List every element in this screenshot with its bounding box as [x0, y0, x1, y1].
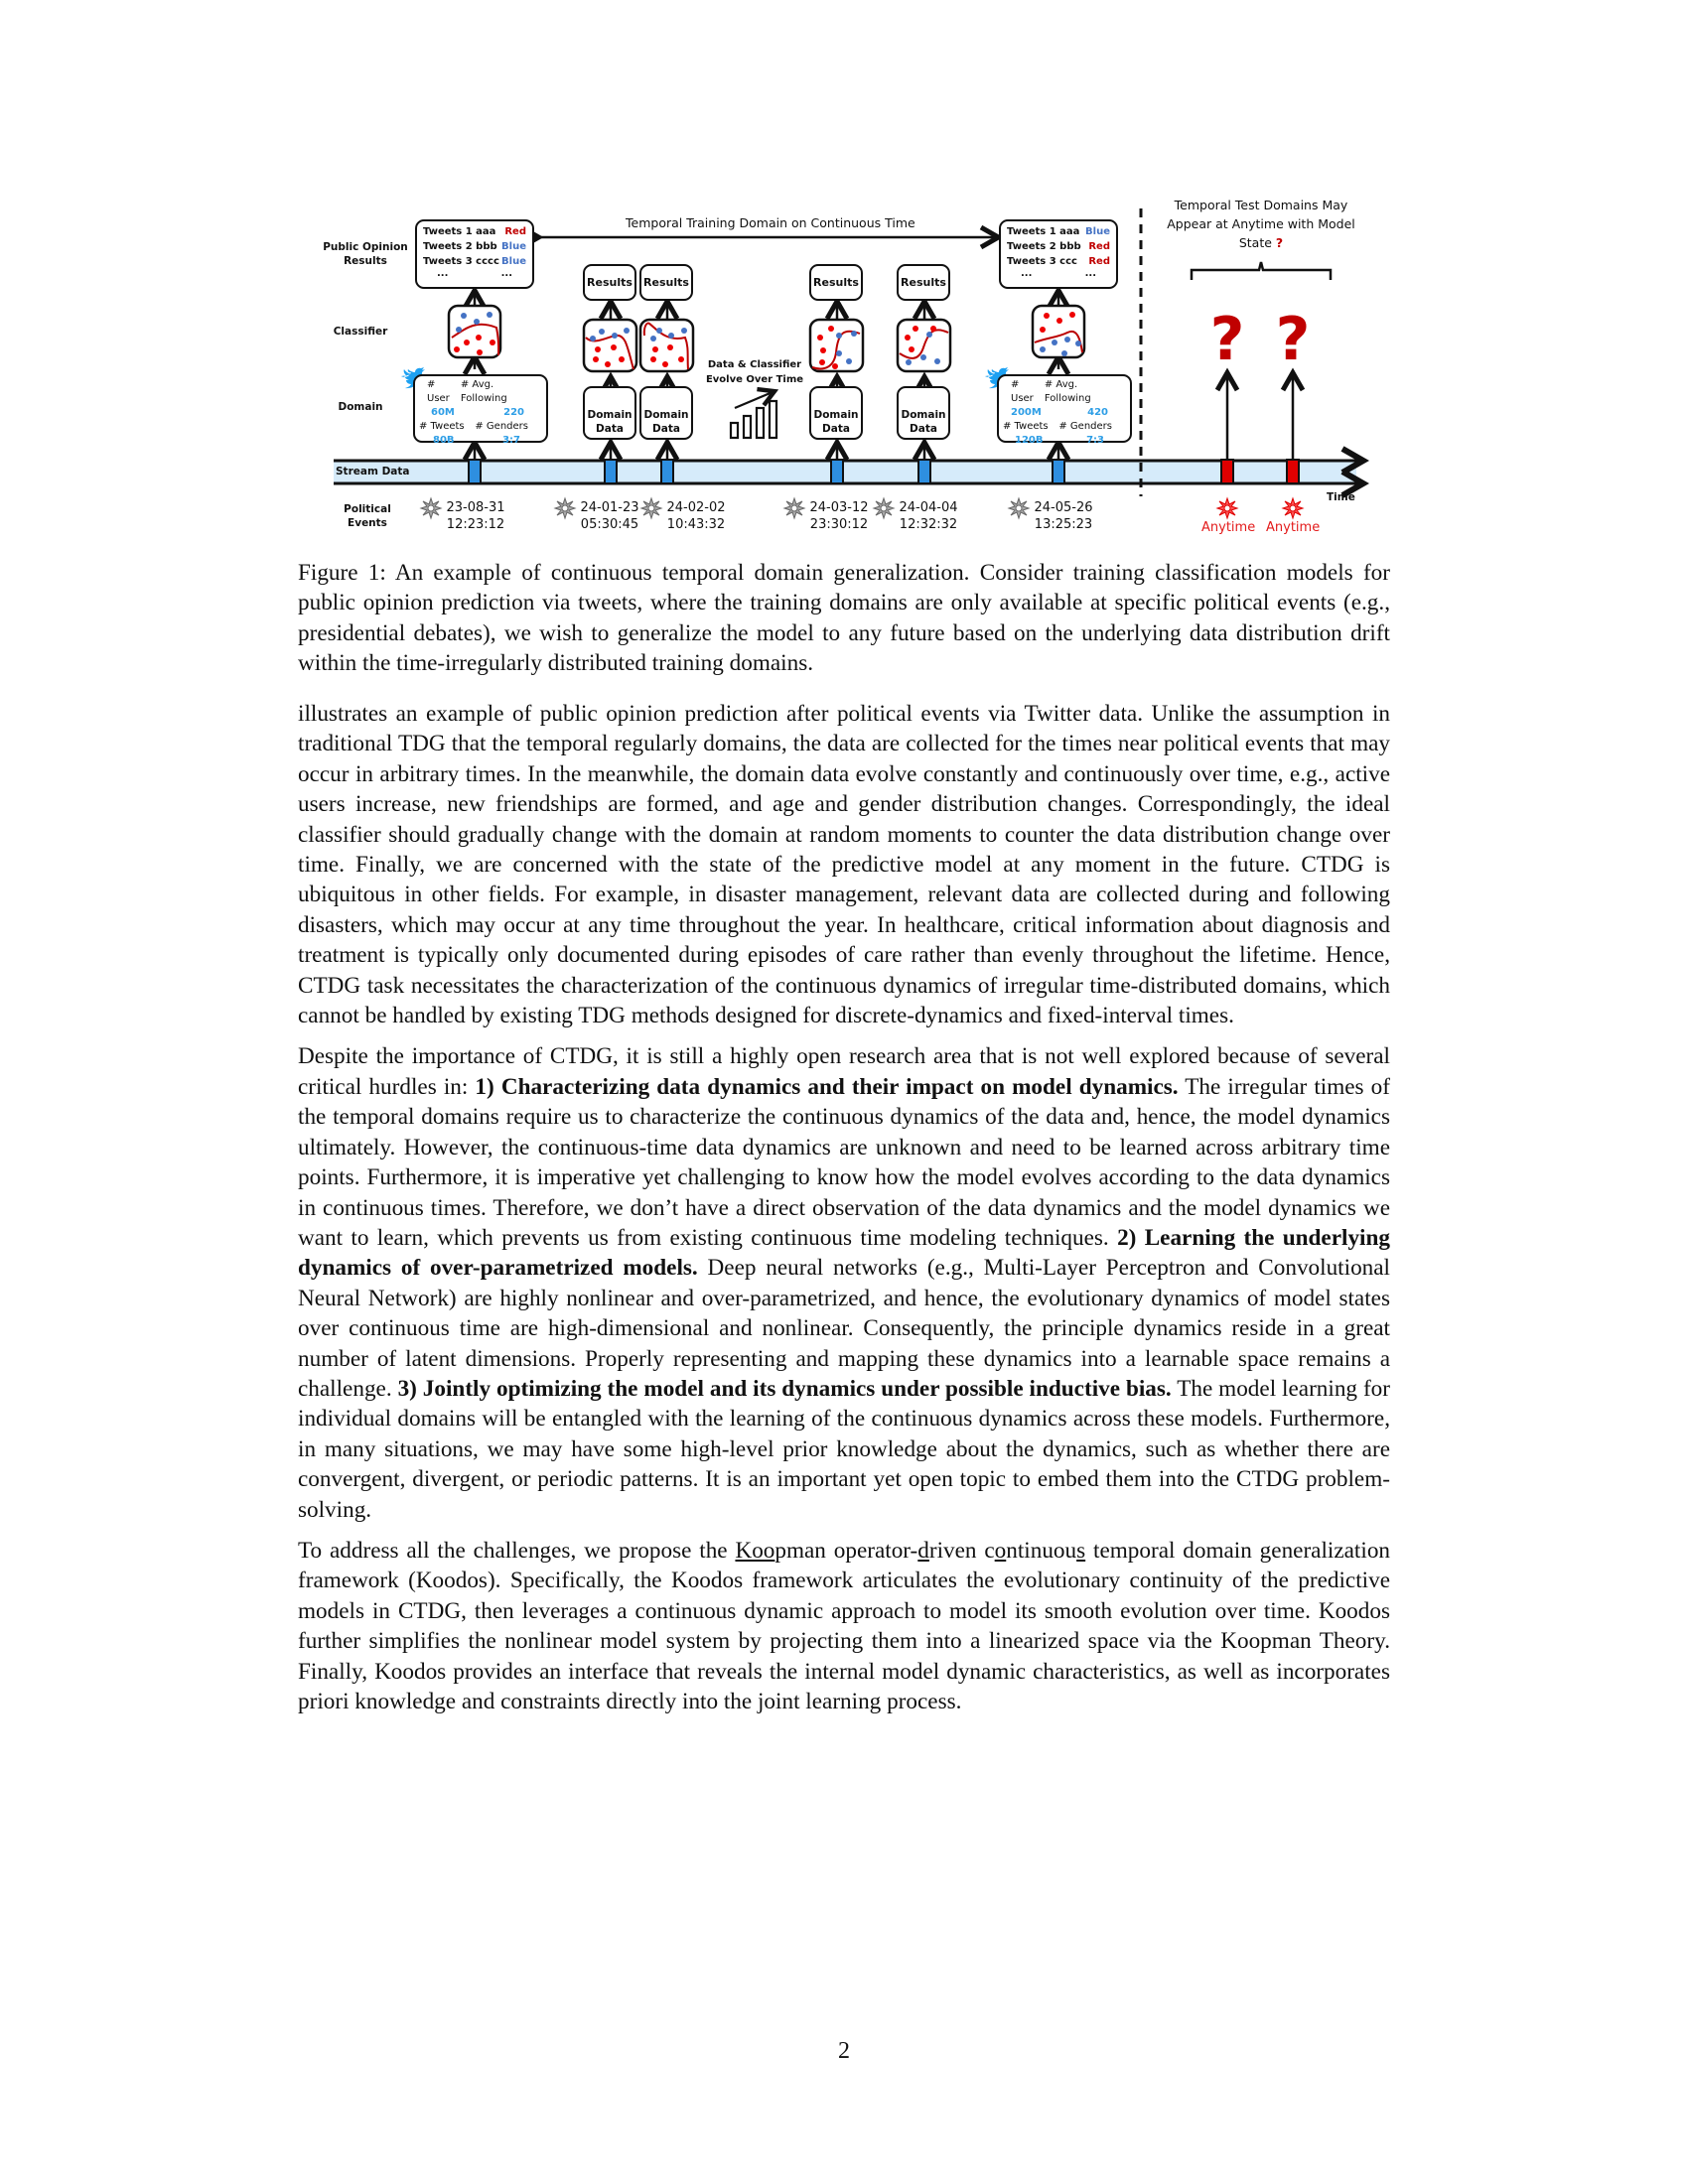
evolve-label: Data & Classifier Evolve Over Time [705, 359, 804, 385]
last-domain-box: # User # Avg. Following 200M 420 # Tweets # Genders 120B 7:3 [997, 374, 1132, 443]
event-date: 24-01-23 05:30:45 [580, 500, 639, 532]
domain-data-box: Domain Data [809, 386, 863, 440]
first-results-box: Tweets 1 aaa Red Tweets 2 bbb Blue Tweets 3 cccc Blue ... ... [415, 219, 534, 289]
last-results-box: Tweets 1 aaa Blue Tweets 2 bbb Red Tweets 3 ccc Red ... ... [999, 219, 1118, 289]
row-label-domain: Domain [338, 401, 383, 413]
row-label-political-events: Political Events [344, 503, 391, 529]
results-box: Results [809, 264, 863, 301]
event-date: 23-08-31 12:23:12 [446, 500, 505, 532]
time-axis-label: Time [1327, 491, 1355, 503]
page-number: 2 [838, 2038, 850, 2064]
domain-data-box: Domain Data [897, 386, 950, 440]
row-label-public-opinion: Public Opinion Results [323, 241, 408, 267]
results-box: Results [639, 264, 693, 301]
results-box: Results [583, 264, 636, 301]
event-date: 24-03-12 23:30:12 [809, 500, 869, 532]
figure-1 [0, 0, 1688, 546]
body-text [298, 699, 1390, 1727]
domain-data-box: Domain Data [583, 386, 636, 440]
anytime-label: Anytime [1266, 520, 1321, 535]
anytime-label: Anytime [1201, 520, 1256, 535]
paragraph-3: To address all the challenges, we propose the Koopman operator-driven continuous temporal domain generalization framework (Koodos). Specifically, the Koodos framework articulates the evolutionary continuity of the predictive models in CTDG, then leverages a continuous dynamic approach to model its smooth evolution over time. Koodos further simplifies the nonlinear model system by projecting them into a linearized space via the Koopman Theory. Finally, Koodos provides an interface that reveals the internal model dynamic characteristics, as well as incorporates priori knowledge and constraints directly into the joint learning process. [298, 1537, 1391, 1714]
first-domain-box: # User # Avg. Following 60M 220 # Tweets # Genders 80B 3:7 [413, 374, 548, 443]
svg-text:?: ? [1209, 305, 1245, 374]
row-label-classifier: Classifier [333, 326, 388, 338]
training-span-label: Temporal Training Domain on Continuous Time [626, 215, 915, 230]
event-date: 24-04-04 12:32:32 [899, 500, 958, 532]
results-box: Results [897, 264, 950, 301]
test-domains-label: Temporal Test Domains May Appear at Anytime with Model State ? [1167, 198, 1355, 250]
paragraph-2: Despite the importance of CTDG, it is still a highly open research area that is not well explored because of several critical hurdles in: 1) Characterizing data dynamics and their impact on model dynamics. The irregular times of the temporal domains require us to characterize the continuous dynamics of the data and, hence, the model dynamics ultimately. However, the continuous-time data dynamics are unknown and need to be learned across arbitrary time points. Furthermore, it is imperative yet challenging to know how the model evolves according to the data dynamics in continuous times. Therefore, we don’t have a direct observation of the data dynamics and the model dynamics we want to learn, which prevents us from existing continuous time modeling techniques. 2) Learning the underlying dynamics of over-parametrized models. Deep neural networks (e.g., Multi-Layer Perceptron and Convolutional Neural Network) are highly nonlinear and over-parametrized, and hence, the evolutionary dynamics of model states over continuous time are high-dimensional and nonlinear. Consequently, the principle dynamics reside in a great number of latent dimensions. Properly representing and mapping these dynamics into a learnable space remains a challenge. 3) Jointly optimizing the model and its dynamics under possible inductive bias. The model learning for individual domains will be entangled with the learning of the continuous dynamics across these models. Furthermore, in many situations, we may have some high-level prior knowledge about the dynamics, such as whether there are convergent, divergent, or periodic patterns. It is an important yet open topic to embed them into the CTDG problem-solving. [298, 1043, 1390, 1523]
domain-data-box: Domain Data [639, 386, 693, 440]
paragraph-1: illustrates an example of public opinion prediction after political events via Twitter data. Unlike the assumption in traditional TDG that the temporal regularly domains, the data are collected for the times near political events that may occur in arbitrary times. In the meanwhile, the domain data evolve constantly and continuously over time, e.g., active users increase, new friendships are formed, and age and gender distribution changes. Correspondingly, the ideal classifier should gradually change with the domain at random moments to counter the data distribution change over time. Finally, we are concerned with the state of the predictive model at any moment in the future. CTDG is ubiquitous in other fields. For example, in disaster management, relevant data are collected during and following disasters, which may occur at any time throughout the year. In healthcare, critical information about diagnosis and treatment is typically only documented during episodes of care rather than evenly throughout the lifetime. Hence, CTDG task necessitates the characterization of the continuous dynamics of irregular time-distributed domains, which cannot be handled by existing TDG methods designed for discrete-dynamics and fixed-interval times. [298, 701, 1390, 1029]
row-label-stream-data: Stream Data [336, 466, 410, 478]
figure-caption: Figure 1: An example of continuous temporal domain generalization. Consider training classification models for public opinion prediction via tweets, where the training domains are only available at specific political events (e.g., presidential debates), we wish to generalize the model to any future based on the underlying data distribution drift within the time-irregularly distributed training domains. [298, 560, 1390, 677]
svg-text:?: ? [1275, 305, 1311, 374]
event-date: 24-02-02 10:43:32 [666, 500, 726, 532]
event-date: 24-05-26 13:25:23 [1034, 500, 1093, 532]
